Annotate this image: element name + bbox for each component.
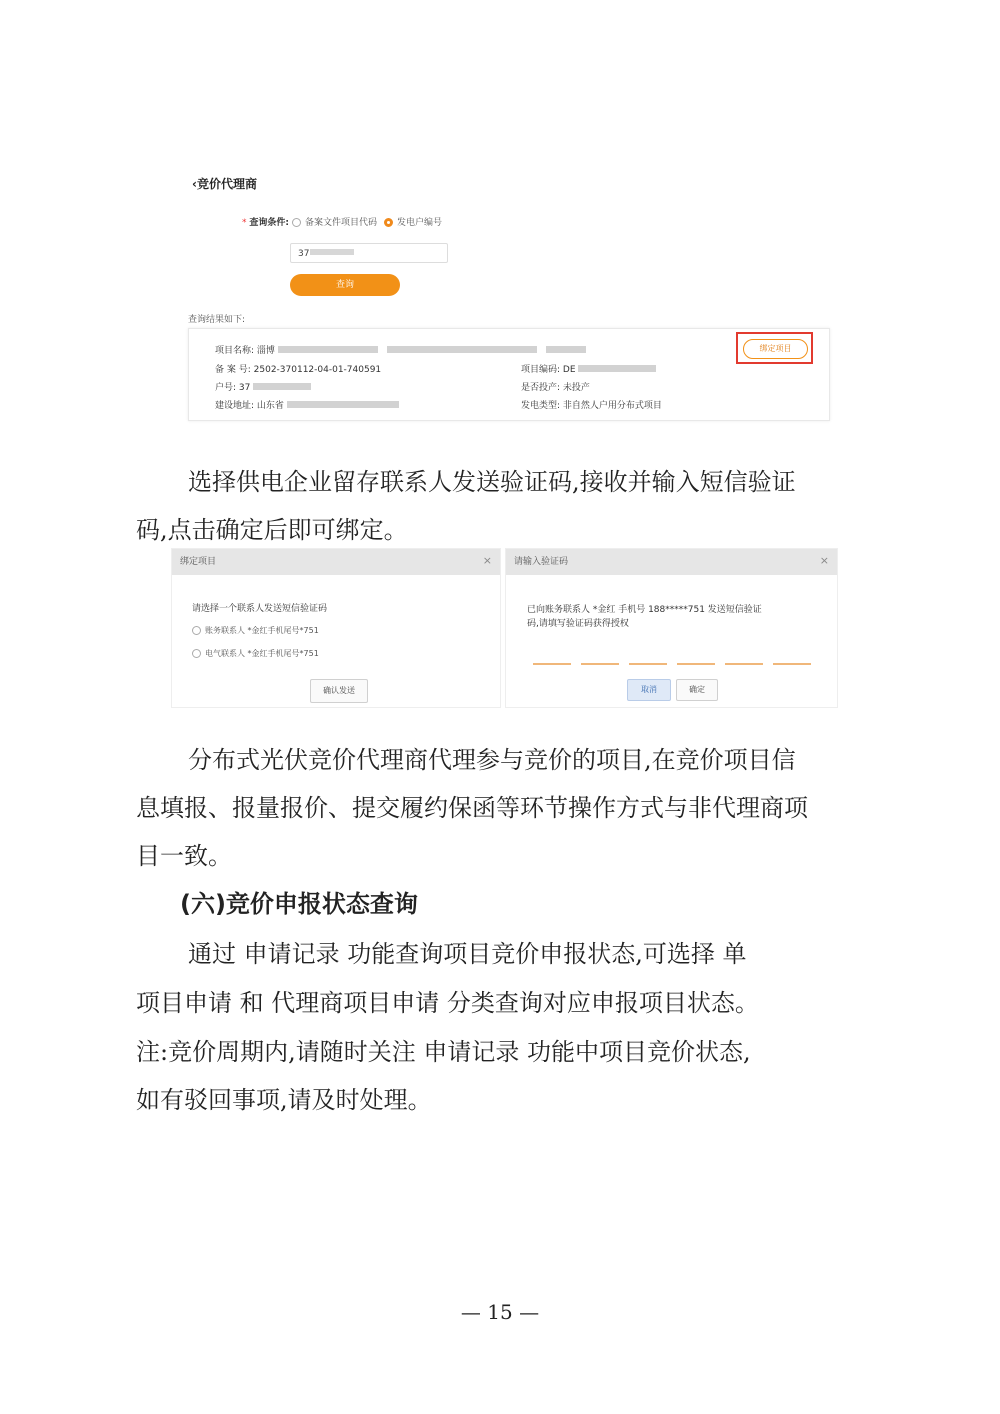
result-label: 查询结果如下: [188,315,246,325]
result-card [188,328,830,421]
redacted-blur [278,346,378,353]
radio-icon [192,626,201,635]
query-input[interactable]: 37 [290,243,448,263]
query-condition-label: * 查询条件: [242,218,289,228]
code-digit-field[interactable] [725,663,763,665]
para3-line2: 项目申请 和 代理商项目申请 分类查询对应申报项目状态。 [136,989,759,1017]
para1-line2: 码,点击确定后即可绑定。 [136,516,408,544]
para3-line3: 注:竞价周期内,请随时关注 申请记录 功能中项目竞价状态, [136,1038,751,1066]
section-heading: (六)竞价申报状态查询 [180,890,418,918]
code-digit-field[interactable] [629,663,667,665]
chevron-left-icon: ‹ [192,177,197,191]
back-link[interactable]: ‹竞价代理商 [192,177,257,191]
para3-line4: 如有驳回事项,请及时处理。 [136,1086,432,1114]
sms-message-line2: 码,请填写验证码获得授权 [527,619,629,629]
contact-option-electric[interactable]: 电气联系人 *金红手机尾号*751 [192,648,319,659]
para3-line1: 通过 申请记录 功能查询项目竞价申报状态,可选择 单 [188,940,747,968]
page-number: — 15 — [460,1300,540,1324]
contact-prompt: 请选择一个联系人发送短信验证码 [192,604,328,614]
contact-option-finance[interactable]: 账务联系人 *金红手机尾号*751 [192,625,319,636]
para2-line1: 分布式光伏竞价代理商代理参与竞价的项目,在竞价项目信 [188,746,796,774]
redacted-blur [387,346,537,353]
cancel-button[interactable]: 取消 [627,679,671,701]
confirm-send-button[interactable]: 确认发送 [310,679,368,703]
code-digit-field[interactable] [677,663,715,665]
redacted-blur [578,365,656,372]
radio-icon [292,218,301,227]
generation-type-row: 发电类型: 非自然人户用分布式项目 [521,401,662,411]
sms-message-line1: 已向账务联系人 *金红 手机号 188*****751 发送短信验证 [527,605,762,615]
dialog-header: 绑定项目 × [172,549,500,575]
para2-line3: 目一致。 [136,842,232,870]
radio-account-number[interactable]: 发电户编号 [384,215,442,228]
para1-line1: 选择供电企业留存联系人发送验证码,接收并输入短信验证 [188,468,796,496]
account-row: 户号: 37 [215,380,311,393]
close-icon[interactable]: × [482,554,492,567]
agent-query-screenshot [188,165,833,427]
close-icon[interactable]: × [819,554,829,567]
bind-project-button[interactable]: 绑定项目 [743,339,808,359]
para2-line2: 息填报、报量报价、提交履约保函等环节操作方式与非代理商项 [136,794,808,822]
redacted-blur [253,383,311,390]
redacted-blur [310,249,354,255]
redacted-blur [287,401,399,408]
radio-record-code[interactable]: 备案文件项目代码 [292,215,377,228]
confirm-button[interactable]: 确定 [676,679,718,701]
redacted-blur [546,346,586,353]
radio-checked-icon [384,218,393,227]
dialog-header: 请输入验证码 × [506,549,837,575]
operation-row: 是否投产: 未投产 [521,383,590,393]
query-button[interactable]: 查询 [290,274,400,296]
code-digit-field[interactable] [533,663,571,665]
code-digit-field[interactable] [581,663,619,665]
code-digit-field[interactable] [773,663,811,665]
verification-code-dialog [505,548,838,708]
radio-icon [192,649,201,658]
record-row: 备 案 号: 2502-370112-04-01-740591 [215,365,382,375]
project-name-row: 项目名称: 淄博 [215,343,586,356]
address-row: 建设地址: 山东省 [215,398,399,411]
bind-project-dialog [171,548,501,708]
project-code-row: 项目编码: DE [521,362,656,375]
